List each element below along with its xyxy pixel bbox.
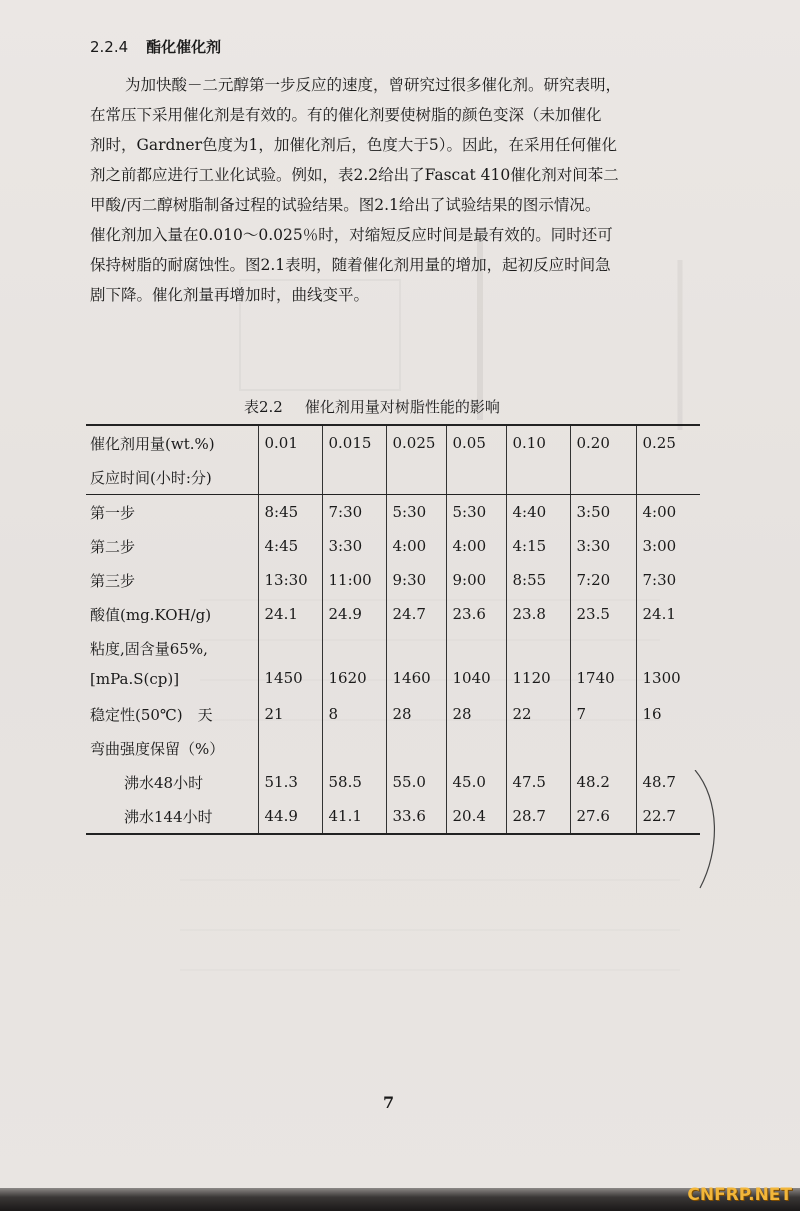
- amount-cell: 0.015: [322, 425, 386, 460]
- table-cell: 23.5: [570, 597, 636, 631]
- table-cell: 48.2: [570, 765, 636, 799]
- table-cell: 33.6: [386, 799, 446, 834]
- table-cell: 24.7: [386, 597, 446, 631]
- table-cell: 58.5: [322, 765, 386, 799]
- table-cell: 28.7: [506, 799, 570, 834]
- table-cell: 13:30: [258, 563, 322, 597]
- table-cell: 4:15: [506, 529, 570, 563]
- table-cell: 45.0: [446, 765, 506, 799]
- table-cell: 51.3: [258, 765, 322, 799]
- paragraph-line: 甲酸/丙二醇树脂制备过程的试验结果。图2.1给出了试验结果的图示情况。: [90, 196, 601, 214]
- table-cell: 5:30: [446, 495, 506, 530]
- table-cell: 24.1: [642, 605, 676, 623]
- table-cell: 1740: [570, 631, 636, 697]
- table-cell: 3:30: [322, 529, 386, 563]
- table-row: [86, 529, 700, 563]
- table-caption: [244, 396, 500, 417]
- viscosity-row: [86, 631, 700, 697]
- row-label: 酸值(mg.KOH/g): [86, 597, 258, 631]
- row-label: 第三步: [86, 563, 258, 597]
- flexural-header-row: [86, 731, 700, 765]
- pen-mark: [690, 770, 730, 890]
- section-heading: [90, 36, 221, 57]
- table-cell: 41.1: [322, 799, 386, 834]
- table-cell: 1620: [322, 631, 386, 697]
- amount-cell: 0.025: [386, 425, 446, 460]
- table-cell: 7:20: [570, 563, 636, 597]
- table-cell: 1450: [258, 631, 322, 697]
- table-caption-text: 催化剂用量对树脂性能的影响: [304, 398, 500, 416]
- table-row: [86, 495, 700, 530]
- table-cell: 8:45: [258, 495, 322, 530]
- paragraph-line: 剂时，Gardner色度为1，加催化剂后，色度大于5）。因此，在采用任何催化: [90, 136, 617, 154]
- stability-label: 稳定性(50℃) 天: [86, 697, 258, 731]
- table-cell: 28: [386, 697, 446, 731]
- amount-cell: 0.01: [258, 425, 322, 460]
- section-title: 酯化催化剂: [146, 38, 222, 56]
- header-label: 催化剂用量(wt.%): [86, 425, 258, 460]
- amount-cell: 0.05: [446, 425, 506, 460]
- paragraph-line: 保持树脂的耐腐蚀性。图2.1表明，随着催化剂用量的增加，起初反应时间急: [90, 256, 611, 274]
- table-cell: 23.8: [506, 597, 570, 631]
- table-cell: 3:30: [570, 529, 636, 563]
- table-cell: 22: [506, 697, 570, 731]
- table-cell: 3:00: [642, 537, 677, 555]
- paragraph-line: 剧下降。催化剂量再增加时，曲线变平。: [90, 286, 370, 304]
- flexural-label: 弯曲强度保留（%）: [86, 731, 258, 765]
- table-cell: 4:00: [642, 503, 677, 521]
- table-cell: 16: [642, 705, 662, 723]
- table-header-row: [86, 425, 700, 460]
- table-cell: 28: [446, 697, 506, 731]
- table-caption-number: 表2.2: [244, 398, 283, 416]
- section-number: 2.2.4: [90, 38, 129, 56]
- stability-row: [86, 697, 700, 731]
- amount-cell: 0.25: [636, 425, 700, 460]
- table-cell: 24.1: [258, 597, 322, 631]
- table-cell: 24.9: [322, 597, 386, 631]
- viscosity-label: [86, 631, 258, 697]
- scan-edge-shadow: [0, 1188, 800, 1211]
- catalyst-table: [86, 424, 700, 835]
- viscosity-label-line2: [mPa.S(cp)]: [90, 670, 180, 688]
- table-cell: 4:40: [506, 495, 570, 530]
- table-cell: 20.4: [446, 799, 506, 834]
- table-cell: 1040: [446, 631, 506, 697]
- table-cell: 8: [322, 697, 386, 731]
- table-cell: 48.7: [642, 773, 676, 791]
- table-cell: 9:30: [386, 563, 446, 597]
- amount-cell: 0.10: [506, 425, 570, 460]
- paragraph-line: 为加快酸－二元醇第一步反应的速度，曾研究过很多催化剂。研究表明，: [125, 76, 622, 94]
- table-cell: 47.5: [506, 765, 570, 799]
- table-cell: 21: [258, 697, 322, 731]
- table-row: [86, 765, 700, 799]
- table-cell: 8:55: [506, 563, 570, 597]
- row-label: 第二步: [86, 529, 258, 563]
- table-row: [86, 563, 700, 597]
- row-label: 第一步: [86, 495, 258, 530]
- row-label: 沸水144小时: [86, 799, 258, 834]
- page-number: 7: [383, 1093, 395, 1112]
- table-cell: 9:00: [446, 563, 506, 597]
- table-cell: 3:50: [570, 495, 636, 530]
- table-cell: 27.6: [570, 799, 636, 834]
- table-cell: 1120: [506, 631, 570, 697]
- table-cell: 22.7: [636, 799, 700, 834]
- reaction-time-header-row: [86, 460, 700, 495]
- table-cell: 1300: [642, 669, 681, 687]
- table-cell: 1460: [386, 631, 446, 697]
- table-row: [86, 799, 700, 834]
- table-cell: 55.0: [386, 765, 446, 799]
- table-cell: 44.9: [258, 799, 322, 834]
- table-cell: 23.6: [446, 597, 506, 631]
- table-cell: 7:30: [322, 495, 386, 530]
- table-cell: 4:00: [446, 529, 506, 563]
- table-cell: 4:45: [258, 529, 322, 563]
- reaction-time-label: 反应时间(小时:分): [86, 460, 258, 495]
- table-cell: 11:00: [322, 563, 386, 597]
- table-row: [86, 597, 700, 631]
- paragraph-line: 催化剂加入量在0.010～0.025％时，对缩短反应时间是最有效的。同时还可: [90, 226, 613, 244]
- table-cell: 5:30: [386, 495, 446, 530]
- site-watermark: CNFRP.NET: [687, 1185, 792, 1205]
- paragraph-line: 剂之前都应进行工业化试验。例如，表2.2给出了Fascat 410催化剂对间苯二: [90, 166, 619, 184]
- body-paragraph: [90, 70, 700, 310]
- table-cell: 4:00: [386, 529, 446, 563]
- viscosity-label-line1: 粘度,固含量65%,: [90, 640, 208, 658]
- row-label: 沸水48小时: [86, 765, 258, 799]
- amount-cell: 0.20: [570, 425, 636, 460]
- table-cell: 7:30: [642, 571, 677, 589]
- table-cell: 7: [570, 697, 636, 731]
- paragraph-line: 在常压下采用催化剂是有效的。有的催化剂要使树脂的颜色变深（未加催化: [90, 106, 602, 124]
